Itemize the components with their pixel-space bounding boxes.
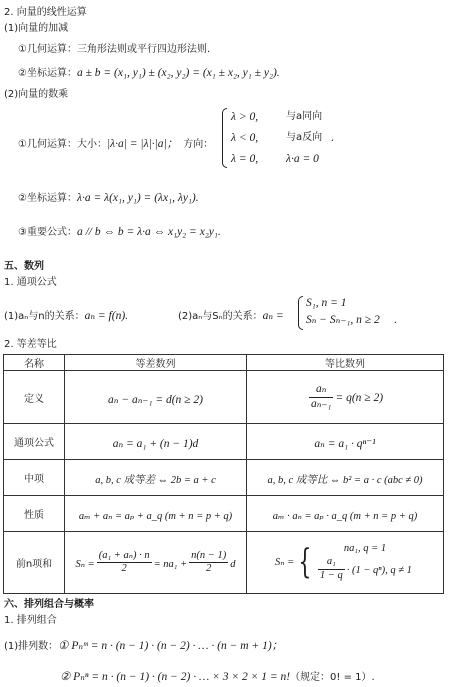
geo-general — [247, 424, 444, 460]
geo-sum-num: a₁ — [318, 556, 345, 569]
arith-sum-end: d — [230, 559, 236, 570]
geo-sum-brace: { — [298, 542, 312, 583]
case-cond-1: λ > 0, — [231, 111, 259, 123]
geo-def-num: aₙ — [309, 383, 333, 397]
geo-sum-den: 1 − q — [319, 569, 343, 581]
important-formula-line — [18, 222, 221, 239]
direction-brace — [222, 108, 227, 168]
rel1-formula: aₙ = f(n). — [84, 310, 129, 322]
geo-sum-lhs: Sₙ = — [275, 557, 295, 569]
addsub-title: (1)向量的加减 — [4, 23, 69, 34]
table-row — [4, 532, 444, 594]
table-header-row — [4, 355, 444, 371]
perm-note: （规定：0! = 1）. — [290, 672, 375, 683]
combinatorics-heading: 六、排列组合与概率 — [4, 599, 94, 610]
geo-middle — [247, 460, 444, 496]
arith-sum-num2: n(n − 1) — [189, 550, 228, 563]
size-label: 大小： — [76, 139, 107, 150]
perm-formula-2: ② Pₙⁿ = n · (n − 1) · (n − 2) · … × 3 × 2 × 1 = n! — [60, 671, 291, 683]
coord-label: ②坐标运算： — [18, 68, 77, 79]
rel1-line — [4, 306, 128, 323]
case-result-1: 与a同向 — [286, 111, 323, 122]
row-label-property: 性质 — [4, 496, 65, 532]
vector-linear-title: 2. 向量的线性运算 — [4, 7, 87, 18]
rel2-brace — [298, 296, 303, 330]
scalar-geo-label: ①几何运算： — [18, 139, 77, 150]
arith-middle-text: a, b, c 成等差 ⇔ 2b = a + c — [95, 475, 216, 486]
geo-label: ①几何运算： — [18, 44, 77, 55]
sequences-heading: 五、数列 — [4, 261, 44, 272]
case-result-3: λ·a = 0 — [286, 153, 319, 165]
arith-sum-lhs: Sₙ = — [75, 559, 95, 570]
header-geo: 等比数列 — [247, 355, 444, 371]
geo-text: 三角形法则或平行四边形法则. — [76, 44, 211, 55]
scalar-geo-line — [18, 134, 213, 151]
geo-definition — [247, 371, 444, 424]
general-term-title: 1. 通项公式 — [4, 277, 57, 288]
perm-label: (1)排列数： — [4, 641, 59, 652]
rel2-label: (2)aₙ与Sₙ的关系： — [178, 311, 263, 322]
geo-general-text: aₙ = a₁ · qⁿ⁻¹ — [314, 438, 376, 450]
size-formula: |λ·a| = |λ|·|a|； — [106, 138, 179, 150]
arith-sum-mid: = na₁ + — [153, 559, 188, 570]
case-result-2: 与a反向 — [286, 132, 323, 143]
geo-property — [247, 496, 444, 532]
sequence-comparison-table — [3, 354, 444, 594]
arith-definition — [65, 371, 247, 424]
rel2-case-2: Sₙ − Sₙ₋₁, n ≥ 2 — [306, 314, 380, 326]
geo-sum — [247, 532, 444, 594]
arith-sum-num1: (a₁ + aₙ) · n — [97, 550, 152, 563]
comparison-title: 2. 等差等比 — [4, 339, 57, 350]
geo-middle-text: a, b, c 成等比 ⇔ b² = a · c (abc ≠ 0) — [267, 475, 423, 486]
table-row — [4, 460, 444, 496]
important-label: ③重要公式： — [18, 227, 77, 238]
arith-general-text: aₙ = a₁ + (n − 1)d — [112, 438, 199, 450]
arith-property-text: aₘ + aₙ = aₚ + a_q (m + n = p + q) — [78, 511, 233, 522]
rel2-end: . — [394, 314, 397, 326]
rel2-case-1: S₁, n = 1 — [306, 297, 347, 309]
geo-property-text: aₘ · aₙ = aₚ · a_q (m + n = p + q) — [272, 511, 418, 522]
geo-def-rest: = q(n ≥ 2) — [335, 392, 384, 405]
scalar-title: (2)向量的数乘 — [4, 89, 69, 100]
arith-sum-fraction-1 — [97, 550, 152, 575]
rel1-label: (1)aₙ与n的关系： — [4, 311, 85, 322]
geo-rule-line — [18, 39, 210, 55]
permutation-title: 1. 排列组合 — [4, 615, 57, 626]
row-label-sum: 前n项和 — [4, 532, 65, 594]
perm-formula-line-2 — [60, 667, 375, 684]
table-row — [4, 371, 444, 424]
scalar-coord-formula: λ·a = λ(x₁, y₁) = (λx₁, λy₁). — [76, 192, 199, 204]
arith-sum-den1: 2 — [121, 563, 127, 574]
arith-sum-den2: 2 — [206, 563, 212, 574]
case-end: . — [331, 132, 334, 144]
table-row — [4, 424, 444, 460]
geo-sum-cases — [316, 543, 412, 581]
arith-sum — [65, 532, 247, 594]
geo-sum-fraction — [318, 556, 345, 581]
rel2-line — [178, 306, 284, 323]
row-label-middle: 中项 — [4, 460, 65, 496]
row-label-definition: 定义 — [4, 371, 65, 424]
geo-sum-case2-rest: · (1 − qⁿ), q ≠ 1 — [346, 565, 412, 577]
arith-general — [65, 424, 247, 460]
case-cond-3: λ = 0, — [231, 153, 259, 165]
geo-definition-fraction — [309, 383, 333, 410]
header-arith: 等差数列 — [65, 355, 247, 371]
header-name: 名称 — [4, 355, 65, 371]
geo-sum-case1: na₁, q = 1 — [343, 543, 387, 555]
arith-sum-fraction-2 — [189, 550, 228, 575]
case-cond-2: λ < 0, — [231, 132, 259, 144]
perm-formula-1: ① Pₙᵐ = n · (n − 1) · (n − 2) · … · (n − m + 1)； — [58, 640, 284, 652]
arith-property — [65, 496, 247, 532]
important-formula: a // b ⇔ b = λ·a ⇔ x₁y₂ = x₂y₁. — [76, 226, 221, 238]
perm-formula-line-1 — [4, 636, 283, 653]
arith-definition-text: aₙ − aₙ₋₁ = d(n ≥ 2) — [108, 393, 203, 406]
rel2-lhs: aₙ = — [262, 310, 284, 322]
arith-middle — [65, 460, 247, 496]
scalar-coord-line — [18, 188, 199, 205]
table-row — [4, 496, 444, 532]
coord-line — [18, 63, 280, 80]
geo-def-den: aₙ₋₁ — [310, 397, 332, 410]
dir-label: 方向： — [183, 139, 214, 150]
scalar-coord-label: ②坐标运算： — [18, 193, 77, 204]
row-label-general: 通项公式 — [4, 424, 65, 460]
coord-formula: a ± b = (x₁, y₁) ± (x₂, y₂) = (x₁ ± x₂, y₁ ± y₂). — [76, 67, 280, 79]
geo-sum-case2 — [316, 556, 412, 581]
